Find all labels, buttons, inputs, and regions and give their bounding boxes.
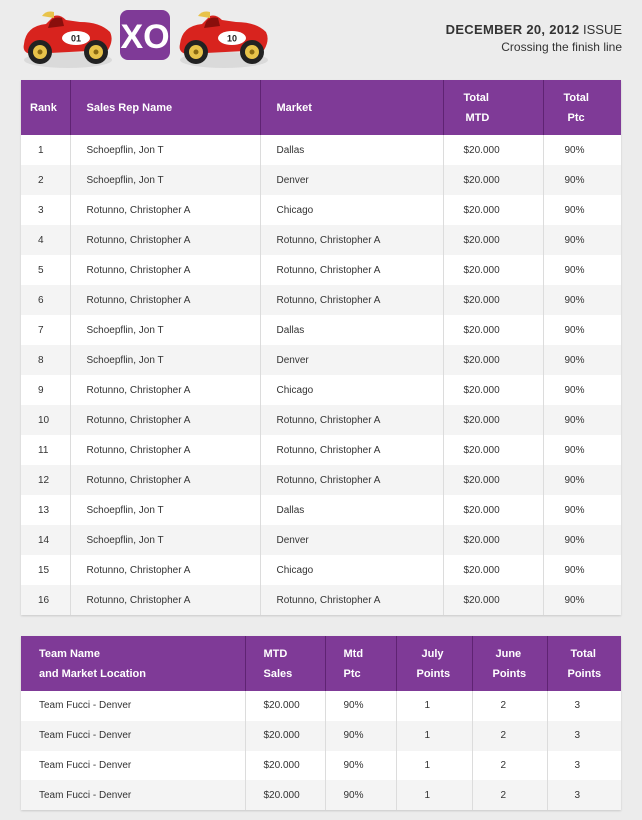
mtd-cell: $20.000 [443,465,543,495]
table-row [21,465,621,495]
table-row [21,405,621,435]
rep-name-cell: Rotunno, Christopher A [70,465,260,495]
mtd-cell: $20.000 [443,435,543,465]
market-cell: Rotunno, Christopher A [260,225,443,255]
table-row [21,375,621,405]
rank-cell: 13 [21,495,70,525]
mtd-cell: $20.000 [443,315,543,345]
table-row [21,225,621,255]
ptc-cell: 90% [543,555,621,585]
table-row [21,315,621,345]
rep-name-cell: Schoepflin, Jon T [70,525,260,555]
rank-cell: 4 [21,225,70,255]
svg-text:01: 01 [70,33,82,44]
col-total-points-header-line2: Points [567,667,602,680]
col-mtd-header [443,80,543,135]
ptc-cell: 90% [543,495,621,525]
col-july-header-line1: July [421,647,444,660]
mtd-cell: $20.000 [443,165,543,195]
rep-name-cell: Rotunno, Christopher A [70,255,260,285]
july-points-cell: 1 [396,780,472,810]
col-rank-header: Rank [21,80,70,135]
mtd-cell: $20.000 [443,405,543,435]
table-row [21,721,621,751]
ptc-cell: 90% [543,135,621,165]
issue-word: ISSUE [582,22,622,37]
col-ptc-header [543,80,621,135]
issue-info [446,22,622,54]
july-points-cell: 1 [396,751,472,781]
table-row [21,751,621,781]
rank-cell: 11 [21,435,70,465]
ptc-cell: 90% [543,525,621,555]
rep-name-cell: Rotunno, Christopher A [70,375,260,405]
team-table-header-row [21,636,621,691]
rank-cell: 16 [21,585,70,615]
rep-name-cell: Rotunno, Christopher A [70,585,260,615]
table-row [21,255,621,285]
mtd-cell: $20.000 [443,195,543,225]
june-points-cell: 2 [472,751,547,781]
col-team-header-line2: and Market Location [39,667,146,680]
market-cell: Denver [260,525,443,555]
team-sales-cell: $20.000 [245,721,325,751]
rank-cell: 9 [21,375,70,405]
col-mtd-header-line2: MTD [465,111,490,124]
svg-text:10: 10 [226,33,238,44]
market-cell: Chicago [260,375,443,405]
col-ptc-header-line2: Ptc [567,111,585,124]
ptc-cell: 90% [543,435,621,465]
col-july-header-line2: Points [416,667,451,680]
mtd-cell: $20.000 [443,345,543,375]
rank-cell: 3 [21,195,70,225]
rep-name-cell: Rotunno, Christopher A [70,195,260,225]
header-logo-group [20,8,270,74]
rep-name-cell: Rotunno, Christopher A [70,435,260,465]
rank-cell: 1 [21,135,70,165]
rep-name-cell: Rotunno, Christopher A [70,405,260,435]
mtd-cell: $20.000 [443,285,543,315]
table-row [21,285,621,315]
team-name-cell: Team Fucci - Denver [21,751,245,781]
mtd-cell: $20.000 [443,375,543,405]
col-team-ptc-header [325,636,396,691]
table-row [21,691,621,721]
rep-name-cell: Rotunno, Christopher A [70,555,260,585]
team-name-cell: Team Fucci - Denver [21,691,245,721]
team-name-cell: Team Fucci - Denver [21,721,245,751]
market-cell: Rotunno, Christopher A [260,435,443,465]
col-june-header-line2: Points [492,667,527,680]
ptc-cell: 90% [543,285,621,315]
ptc-cell: 90% [543,585,621,615]
mtd-cell: $20.000 [443,255,543,285]
table-row [21,195,621,225]
june-points-cell: 2 [472,721,547,751]
june-points-cell: 2 [472,780,547,810]
rep-name-cell: Schoepflin, Jon T [70,345,260,375]
market-cell: Chicago [260,555,443,585]
ptc-cell: 90% [543,255,621,285]
col-team-header-line1: Team Name [39,647,100,660]
table-row [21,525,621,555]
ptc-cell: 90% [543,405,621,435]
col-team-sales-header-line2: Sales [263,667,293,680]
col-rep-header: Sales Rep Name [70,80,260,135]
team-name-cell: Team Fucci - Denver [21,780,245,810]
rank-cell: 10 [21,405,70,435]
col-june-header-line1: June [495,647,522,660]
svg-text:XO: XO [120,18,170,56]
col-july-header [396,636,472,691]
rank-cell: 2 [21,165,70,195]
race-car-logo-image [20,8,270,74]
market-cell: Denver [260,345,443,375]
sales-table-header-row [21,80,621,135]
table-row [21,495,621,525]
market-cell: Rotunno, Christopher A [260,465,443,495]
col-mtd-header-line1: Total [463,91,489,104]
col-ptc-header-line1: Total [563,91,589,104]
team-sales-cell: $20.000 [245,691,325,721]
rep-name-cell: Rotunno, Christopher A [70,285,260,315]
mtd-cell: $20.000 [443,135,543,165]
col-market-header: Market [260,80,443,135]
issue-subtitle: Crossing the finish line [501,40,622,54]
rank-cell: 15 [21,555,70,585]
table-row [21,345,621,375]
col-total-points-header-line1: Total [570,647,596,660]
ptc-cell: 90% [543,165,621,195]
page-header [0,0,642,80]
issue-date: DECEMBER 20, 2012 [445,22,580,37]
rep-name-cell: Schoepflin, Jon T [70,165,260,195]
mtd-cell: $20.000 [443,525,543,555]
ptc-cell: 90% [543,465,621,495]
sales-rep-table [21,80,621,615]
rep-name-cell: Schoepflin, Jon T [70,135,260,165]
rank-cell: 5 [21,255,70,285]
market-cell: Chicago [260,195,443,225]
mtd-cell: $20.000 [443,585,543,615]
market-cell: Denver [260,165,443,195]
market-cell: Rotunno, Christopher A [260,285,443,315]
xo-logo-icon [120,10,170,60]
col-team-ptc-header-line2: Ptc [343,667,361,680]
team-ptc-cell: 90% [325,691,396,721]
total-points-cell: 3 [547,780,621,810]
team-sales-cell: $20.000 [245,780,325,810]
team-ptc-cell: 90% [325,721,396,751]
col-team-ptc-header-line1: Mtd [343,647,364,660]
ptc-cell: 90% [543,225,621,255]
table-row [21,780,621,810]
race-car-left-icon [24,12,112,69]
market-cell: Dallas [260,315,443,345]
team-sales-cell: $20.000 [245,751,325,781]
ptc-cell: 90% [543,195,621,225]
market-cell: Rotunno, Christopher A [260,405,443,435]
july-points-cell: 1 [396,691,472,721]
col-june-header [472,636,547,691]
rank-cell: 7 [21,315,70,345]
rep-name-cell: Schoepflin, Jon T [70,315,260,345]
table-row [21,435,621,465]
mtd-cell: $20.000 [443,225,543,255]
market-cell: Dallas [260,495,443,525]
rank-cell: 14 [21,525,70,555]
market-cell: Rotunno, Christopher A [260,255,443,285]
ptc-cell: 90% [543,345,621,375]
rank-cell: 8 [21,345,70,375]
mtd-cell: $20.000 [443,495,543,525]
race-car-right-icon [180,12,268,69]
rank-cell: 12 [21,465,70,495]
total-points-cell: 3 [547,721,621,751]
col-team-sales-header [245,636,325,691]
col-total-points-header [547,636,621,691]
team-ptc-cell: 90% [325,751,396,781]
market-cell: Dallas [260,135,443,165]
col-team-sales-header-line1: MTD [263,647,288,660]
team-ptc-cell: 90% [325,780,396,810]
total-points-cell: 3 [547,751,621,781]
table-row [21,165,621,195]
rep-name-cell: Rotunno, Christopher A [70,225,260,255]
col-team-header [21,636,245,691]
ptc-cell: 90% [543,375,621,405]
rank-cell: 6 [21,285,70,315]
mtd-cell: $20.000 [443,555,543,585]
july-points-cell: 1 [396,721,472,751]
team-table [21,636,621,810]
market-cell: Rotunno, Christopher A [260,585,443,615]
table-row [21,555,621,585]
rep-name-cell: Schoepflin, Jon T [70,495,260,525]
total-points-cell: 3 [547,691,621,721]
june-points-cell: 2 [472,691,547,721]
table-row [21,135,621,165]
table-row [21,585,621,615]
ptc-cell: 90% [543,315,621,345]
